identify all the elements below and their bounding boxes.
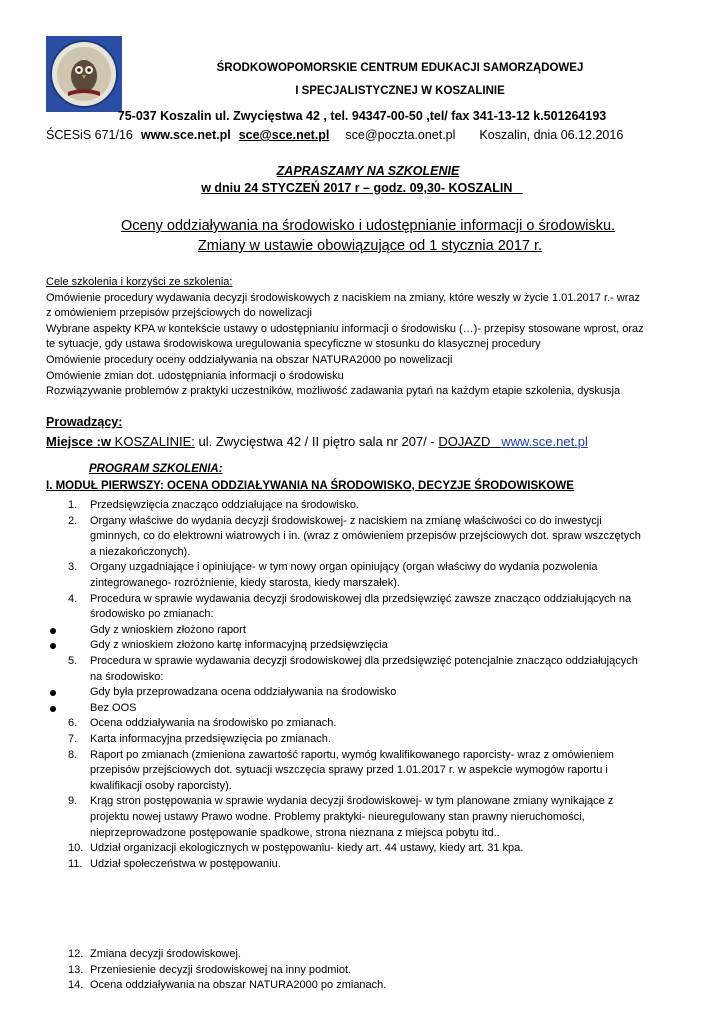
program-item-number: 8. bbox=[68, 748, 78, 761]
program-item-text: na środowisko: bbox=[90, 670, 164, 683]
venue-address: ul. Zwycięstwa 42 / II piętro sala nr 207/ - bbox=[194, 434, 439, 449]
goals-line: Omówienie procedury oceny oddziaływania na obszar NATURA2000 po nowelizacji bbox=[46, 353, 453, 366]
program-item-number: 7. bbox=[68, 733, 78, 745]
program-item-text: Przedsięwzięcia znacząco oddziałujące na środowisko. bbox=[90, 499, 360, 511]
venue-city: KOSZALINIE: bbox=[111, 434, 195, 449]
program-item-number: 5. bbox=[68, 655, 78, 667]
program-item-text: Przeniesienie decyzji środowiskowej na inny podmiot. bbox=[90, 963, 352, 976]
organization-address: 75-037 Koszalin ul. Zwycięstwa 42 , tel. 94347-00-50 ,tel/ fax 341-13-12 k.501264193 bbox=[117, 109, 607, 123]
program-item bbox=[46, 685, 666, 701]
program-item-text: Gdy z wnioskiem złożono kartę informacyjną przedsięwzięcia bbox=[90, 639, 388, 652]
program-item-text: Ocena oddziaływania na obszar NATURA2000 po zmianach. bbox=[90, 979, 387, 992]
program-item-number: 4. bbox=[68, 592, 78, 605]
program-item-number: 11. bbox=[68, 857, 83, 870]
goals-heading: Cele szkolenia i korzyści ze szkolenia: bbox=[46, 276, 233, 288]
program-item-number: 3. bbox=[68, 561, 78, 574]
program-item bbox=[68, 514, 688, 561]
program-item bbox=[68, 716, 688, 732]
program-item-number: 2. bbox=[68, 514, 78, 527]
venue-line: Miejsce :w KOSZALINIE: ul. Zwycięstwa 42 / II piętro sala nr 207/ - DOJAZD www.sce.net.pl bbox=[46, 434, 588, 449]
program-item bbox=[68, 963, 688, 979]
directions-link[interactable]: www.sce.net.pl bbox=[501, 434, 588, 449]
place-date: Koszalin, dnia 06.12.2016 bbox=[479, 128, 624, 142]
program-item bbox=[68, 732, 688, 748]
program-item-number: 6. bbox=[68, 717, 78, 730]
program-heading: PROGRAM SZKOLENIA: bbox=[89, 463, 223, 475]
invitation-date: w dniu 24 STYCZEŃ 2017 r – godz. 09,30- KOSZALIN bbox=[201, 181, 513, 195]
program-item-text: a niezakończonych). bbox=[90, 545, 191, 558]
organization-name-line1: ŚRODKOWOPOMORSKIE CENTRUM EDUKACJI SAMORZĄDOWEJ bbox=[216, 62, 584, 74]
program-item bbox=[68, 841, 688, 857]
program-item-number: 12. bbox=[68, 948, 84, 960]
email-link-primary[interactable]: sce@sce.net.pl bbox=[238, 128, 330, 142]
program-item-text: Udział organizacji ekologicznych w postępowaniu- kiedy art. 44 ustawy, kiedy art. 31 kpa. bbox=[90, 842, 524, 855]
program-item-text: Procedura w sprawie wydawania decyzji środowiskowej dla przedsięwzięć zawsze znacząco oddziałujących na bbox=[90, 592, 632, 605]
training-title-line1: Oceny oddziaływania na środowisko i udostępnianie informacji o środowisku. bbox=[120, 218, 616, 234]
program-item bbox=[68, 498, 688, 514]
contact-line bbox=[46, 128, 623, 142]
program-item bbox=[46, 638, 666, 654]
program-item-number: 13. bbox=[68, 963, 84, 976]
directions-label: DOJAZD bbox=[438, 434, 491, 449]
bullet-icon bbox=[50, 690, 56, 696]
goals-line: Omówienie procedury wydawania decyzji środowiskowych z naciskiem na zmiany, które weszły w życie 1.01.2017 r.- wraz bbox=[46, 291, 641, 304]
program-item bbox=[68, 978, 688, 994]
program-item-text: kwalifikacji osoby raporcisty). bbox=[90, 779, 232, 792]
program-item bbox=[68, 947, 688, 963]
goals-line: z omówieniem przepisów przejściowych do nowelizacji bbox=[46, 307, 312, 320]
goals-line: Rozwiązywanie problemów z praktyki uczestników, możliwość zadawania pytań na każdym etapie szkolenia, dyskusja bbox=[46, 385, 621, 398]
program-item-number: 9. bbox=[68, 795, 78, 808]
website-link[interactable]: www.sce.net.pl bbox=[140, 128, 231, 142]
bullet-icon bbox=[50, 628, 56, 634]
bullet-icon bbox=[50, 706, 56, 712]
program-item-text: zintegrowanego- rozróżnienie, kiedy starosta, kiedy marszałek). bbox=[90, 576, 400, 589]
program-item-text: Zmiana decyzji środowiskowej. bbox=[90, 948, 241, 960]
program-item-text: Krąg stron postępowania w sprawie wydania decyzji środowiskowej- w tym planowane zmiany wynikające z bbox=[90, 795, 614, 808]
organization-name-line2: I SPECJALISTYCZNEJ W KOSZALINIE bbox=[295, 85, 505, 97]
program-item-text: Procedura w sprawie wydawania decyzji środowiskowej dla przedsięwzięć potencjalnie znacząco oddziałujących bbox=[90, 655, 638, 667]
program-item-text: Udział społeczeństwa w postępowaniu. bbox=[90, 857, 281, 870]
program-item-number: 1. bbox=[68, 499, 78, 511]
reference-number: ŚCESiS 671/16 bbox=[46, 128, 133, 142]
trainer-label: Prowadzący: bbox=[46, 415, 123, 429]
venue-label: Miejsce : bbox=[46, 434, 101, 449]
program-item-number: 14. bbox=[68, 979, 84, 992]
training-title-line2: Zmiany w ustawie obowiązujące od 1 stycznia 2017 r. bbox=[197, 238, 543, 254]
goals-line: Wybrane aspekty KPA w kontekście ustawy o udostępnianiu informacji o środowisku (…)- przepisy stosowane wprost, oraz bbox=[46, 322, 644, 335]
program-item bbox=[68, 857, 688, 873]
bullet-icon bbox=[50, 643, 56, 649]
program-item-text: środowisko po zmianach: bbox=[90, 608, 214, 621]
goals-line: te sytuacje, gdy ustawa środowiskowa uregulowania specyficzne w stosunku do klasycznej procedury bbox=[46, 338, 541, 351]
program-item-text: Raport po zmianach (zmieniona zawartość raportu, wymóg kwalifikowanego raporcisty- wraz z omówieniem bbox=[90, 748, 614, 761]
program-item bbox=[46, 701, 666, 717]
program-item-text: Organy uzgadniające i opiniujące- w tym nowy organ opiniujący (organ właściwy do wydania pozwolenia bbox=[90, 561, 598, 574]
program-item-text: Organy właściwe do wydania decyzji środowiskowej- z naciskiem na zmianę właściwości co do inwestycji bbox=[90, 514, 602, 527]
program-item-text: gminnych, co do elektrowni wiatrowych i in. (wraz z omówieniem przepisów przejściowych dot. spraw wszczętych bbox=[90, 530, 641, 543]
program-item bbox=[46, 623, 666, 639]
program-item bbox=[68, 748, 688, 795]
goals-section bbox=[46, 275, 686, 400]
program-item-text: projektu nowej ustawy Prawo wodne. Problemy praktyki- nieuregulowany stan prawny nieruchomości, bbox=[90, 810, 585, 823]
program-item-text: Gdy z wnioskiem złożono raport bbox=[90, 623, 246, 636]
program-item-text: Gdy była przeprowadzana ocena oddziaływania na środowisko bbox=[90, 686, 397, 699]
program-item-number: 10. bbox=[68, 842, 84, 855]
invitation-heading: ZAPRASZAMY NA SZKOLENIE bbox=[276, 164, 460, 178]
program-item bbox=[68, 560, 688, 591]
program-item-text: przepisów przejściowych dot. sytuacji wszczęcia sprawy przed 1.01.2017 r. w aspekcie wymogów raportu i bbox=[90, 764, 608, 777]
program-item-text: Karta informacyjna przedsięwzięcia po zmianach. bbox=[90, 733, 331, 745]
program-item bbox=[68, 794, 688, 841]
email-secondary: sce@poczta.onet.pl bbox=[345, 128, 456, 142]
module-one-heading: I. MODUŁ PIERWSZY: OCENA ODDZIAŁYWANIA NA ŚRODOWISKO, DECYZJE ŚRODOWISKOWE bbox=[46, 480, 574, 492]
program-item-text: nieprzeprowadzone postępowanie spadkowe, strona nieznana z miejsca pobytu itd.. bbox=[90, 826, 500, 839]
organization-logo bbox=[46, 36, 122, 112]
program-item-text: Bez OOS bbox=[90, 701, 137, 714]
program-item-text: Ocena oddziaływania na środowisko po zmianach. bbox=[90, 717, 337, 730]
goals-line: Omówienie zmian dot. udostępniania informacji o środowisku bbox=[46, 369, 344, 382]
program-item bbox=[68, 654, 688, 685]
program-item bbox=[68, 592, 688, 623]
